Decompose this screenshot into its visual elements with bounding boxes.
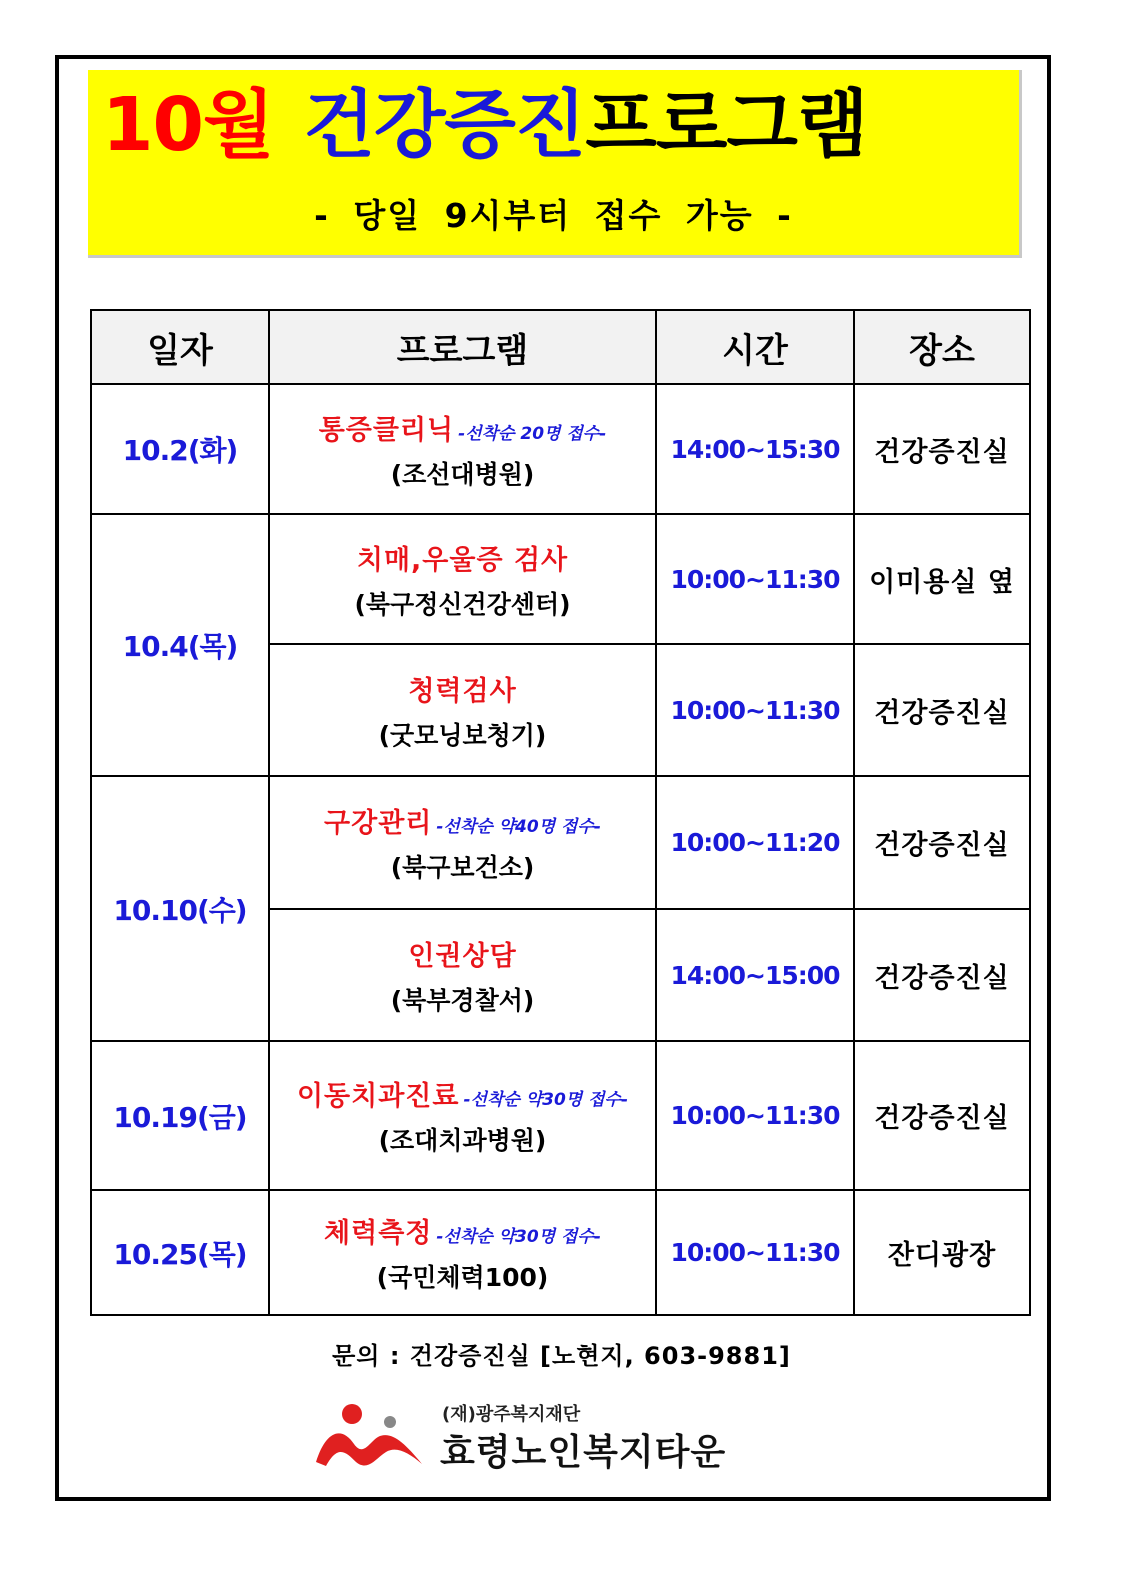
program-organization: (조선대병원) bbox=[390, 459, 535, 489]
place-cell: 건강증진실 bbox=[854, 909, 1030, 1041]
column-header-time: 시간 bbox=[656, 310, 854, 384]
title-banner bbox=[88, 70, 1022, 258]
place-cell: 건강증진실 bbox=[854, 776, 1030, 909]
place-cell: 건강증진실 bbox=[854, 1041, 1030, 1190]
table-row bbox=[91, 1041, 1030, 1190]
organization-parent: (재)광주복지재단 bbox=[442, 1404, 581, 1425]
program-name: 구강관리 bbox=[324, 808, 433, 839]
table-header-row bbox=[91, 310, 1030, 384]
contact-info: 문의 : 건강증진실 [노현지, 603-9881] bbox=[332, 1342, 791, 1370]
program-name: 통증클리닉 bbox=[318, 414, 455, 446]
program-name: 체력측정 bbox=[324, 1218, 433, 1249]
program-organization: (굿모닝보청기) bbox=[378, 720, 547, 750]
table-row bbox=[91, 1190, 1030, 1315]
time-cell: 14:00~15:30 bbox=[656, 384, 854, 514]
program-note: -선착순 약40명 접수- bbox=[436, 817, 601, 837]
program-cell bbox=[269, 1041, 656, 1190]
table-row bbox=[91, 384, 1030, 514]
column-header-program: 프로그램 bbox=[269, 310, 656, 384]
time-cell: 10:00~11:30 bbox=[656, 514, 854, 644]
place-cell: 건강증진실 bbox=[854, 384, 1030, 514]
program-note: -선착순 20명 접수- bbox=[458, 423, 607, 444]
time-cell: 10:00~11:20 bbox=[656, 776, 854, 909]
program-note: -선착순 약30명 접수- bbox=[436, 1227, 601, 1247]
time-cell: 14:00~15:00 bbox=[656, 909, 854, 1041]
page-title bbox=[88, 82, 1019, 168]
time-cell: 10:00~11:30 bbox=[656, 644, 854, 776]
title-health: 건강증진 bbox=[303, 82, 586, 168]
schedule-table bbox=[90, 309, 1031, 1316]
table-row bbox=[91, 776, 1030, 909]
welfare-logo-icon bbox=[312, 1400, 432, 1480]
table-row bbox=[91, 514, 1030, 644]
program-cell bbox=[269, 909, 656, 1041]
title-program: 프로그램 bbox=[585, 82, 868, 168]
place-cell: 이미용실 옆 bbox=[854, 514, 1030, 644]
program-organization: (북구정신건강센터) bbox=[354, 589, 571, 619]
program-name: 치매,우울증 검사 bbox=[356, 544, 569, 576]
program-name: 청력검사 bbox=[408, 675, 517, 707]
program-name: 인권상담 bbox=[408, 940, 517, 972]
program-organization: (북구보건소) bbox=[390, 853, 535, 882]
program-organization: (북부경찰서) bbox=[390, 985, 535, 1015]
place-cell: 건강증진실 bbox=[854, 644, 1030, 776]
organization-logo bbox=[312, 1400, 772, 1480]
page-subtitle: - 당일 9시부터 접수 가능 - bbox=[314, 196, 793, 235]
column-header-place: 장소 bbox=[854, 310, 1030, 384]
column-header-date: 일자 bbox=[91, 310, 269, 384]
program-name: 이동치과진료 bbox=[296, 1081, 460, 1112]
program-note: -선착순 약30명 접수- bbox=[463, 1090, 629, 1110]
program-cell bbox=[269, 384, 656, 514]
time-cell: 10:00~11:30 bbox=[656, 1190, 854, 1315]
date-cell: 10.4(목) bbox=[91, 514, 269, 776]
program-organization: (국민체력100) bbox=[376, 1263, 549, 1292]
title-month: 10월 bbox=[102, 82, 274, 168]
program-organization: (조대치과병원) bbox=[378, 1126, 547, 1155]
organization-name: 효령노인복지타운 bbox=[440, 1432, 727, 1473]
program-cell bbox=[269, 776, 656, 909]
program-cell bbox=[269, 1190, 656, 1315]
date-cell: 10.25(목) bbox=[91, 1190, 269, 1315]
date-cell: 10.2(화) bbox=[91, 384, 269, 514]
date-cell: 10.10(수) bbox=[91, 776, 269, 1041]
date-cell: 10.19(금) bbox=[91, 1041, 269, 1190]
place-cell: 잔디광장 bbox=[854, 1190, 1030, 1315]
time-cell: 10:00~11:30 bbox=[656, 1041, 854, 1190]
program-cell bbox=[269, 514, 656, 644]
program-cell bbox=[269, 644, 656, 776]
